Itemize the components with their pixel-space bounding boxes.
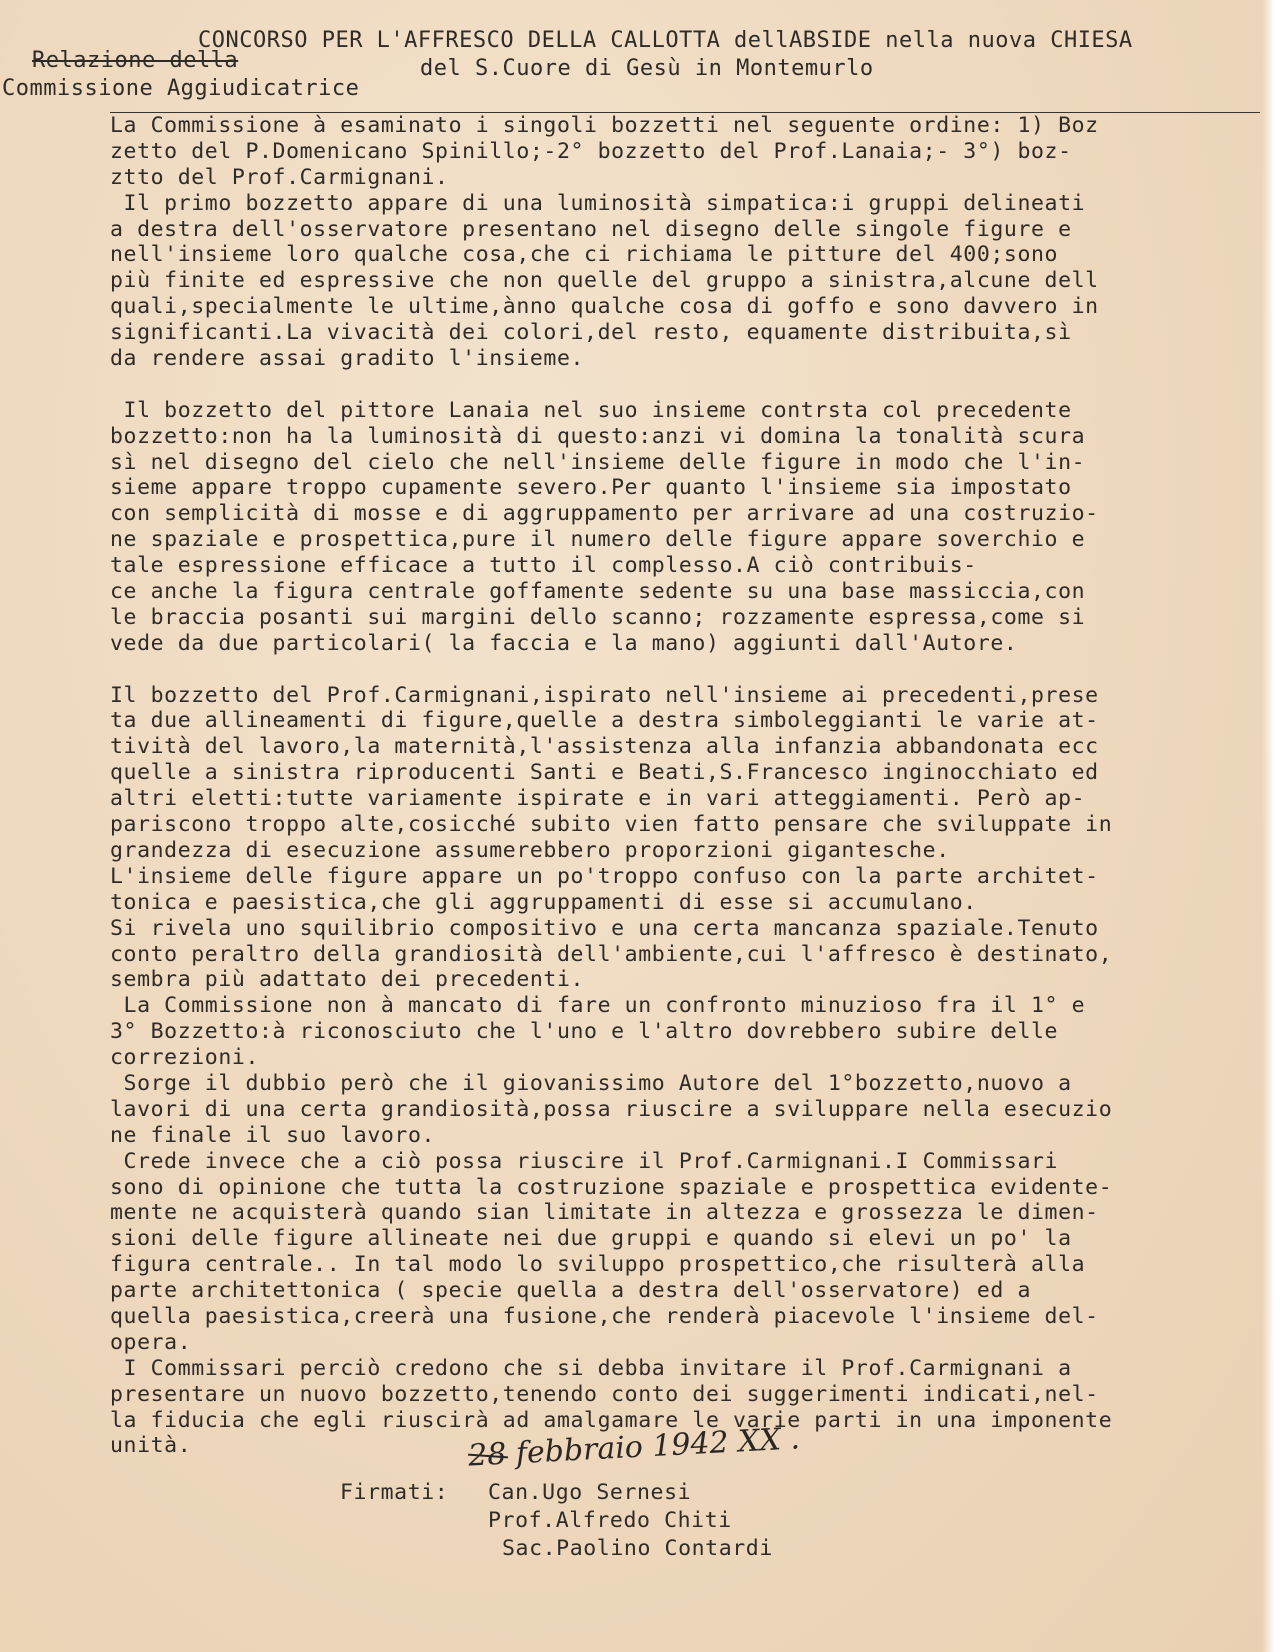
body-line: a destra dell'osservatore presentano nel disegno delle singole figure e — [110, 216, 1072, 242]
body-line: La Commissione non à mancato di fare un confronto minuzioso fra il 1° e — [110, 993, 1086, 1019]
body-line: sono di opinione che tutta la costruzione spaziale e prospettica evidente- — [110, 1174, 1113, 1200]
body-line: altri eletti:tutte variamente ispirate e in vari atteggiamenti. Però ap- — [110, 786, 1086, 812]
signature-name-2: Prof.Alfredo Chiti — [488, 1508, 732, 1533]
body-line: Il bozzetto del Prof.Carmignani,ispirato nell'insieme ai precedenti,prese — [110, 682, 1099, 708]
body-line: tività del lavoro,la maternità,l'assistenza alla infanzia abbandonata ecc — [110, 734, 1099, 760]
body-line: unità. — [110, 1433, 192, 1459]
body-line: ce anche la figura centrale goffamente sedente su una base massiccia,con — [110, 579, 1086, 605]
body-line: significanti.La vivacità dei colori,del resto, equamente distribuita,sì — [110, 320, 1072, 346]
body-line: da rendere assai gradito l'insieme. — [110, 346, 585, 372]
body-line: lavori di una certa grandiosità,possa riuscire a sviluppare nella esecuzio — [110, 1096, 1113, 1122]
body-line: quali,specialmente le ultime,ànno qualche cosa di goffo e sono davvero in — [110, 294, 1099, 320]
document-title-line1: CONCORSO PER L'AFFRESCO DELLA CALLOTTA dellABSIDE nella nuova CHIESA — [198, 28, 1133, 53]
report-body — [110, 113, 1270, 1459]
body-line: I Commissari perciò credono che si debba invitare il Prof.Carmignani a — [110, 1355, 1072, 1381]
body-line: ne spaziale e prospettica,pure il numero delle figure appare soverchio e — [110, 527, 1086, 553]
body-line: correzioni. — [110, 1045, 259, 1071]
body-line: Si rivela uno squilibrio compositivo e una certa mancanza spaziale.Tenuto — [110, 915, 1099, 941]
body-line: bozzetto:non ha la luminosità di questo:anzi vi domina la tonalità scura — [110, 423, 1086, 449]
body-line: L'insieme delle figure appare un po'troppo confuso con la parte architet- — [110, 863, 1099, 889]
body-line: mente ne acquisterà quando sian limitate in altezza e grossezza le dimen- — [110, 1200, 1099, 1226]
body-line: 3° Bozzetto:à riconosciuto che l'uno e l'altro dovrebbero subire delle — [110, 1019, 1059, 1045]
body-line: quelle a sinistra riproducenti Santi e Beati,S.Francesco inginocchiato ed — [110, 760, 1099, 786]
body-line: ztto del Prof.Carmignani. — [110, 164, 449, 190]
body-line: le braccia posanti sui margini dello scanno; rozzamente espressa,come si — [110, 604, 1086, 630]
body-line: sembra più adattato dei precedenti. — [110, 967, 585, 993]
body-line: presentare un nuovo bozzetto,tenendo conto dei suggerimenti indicati,nel- — [110, 1381, 1099, 1407]
body-line: figura centrale.. In tal modo lo sviluppo prospettico,che risulterà alla — [110, 1252, 1086, 1278]
signature-name-1: Can.Ugo Sernesi — [488, 1480, 692, 1505]
body-line: quella paesistica,creerà una fusione,che renderà piacevole l'insieme del- — [110, 1303, 1099, 1329]
signatures-label: Firmati: — [340, 1480, 449, 1505]
body-line: la fiducia che egli riuscirà ad amalgamare le varie parti in una imponente — [110, 1407, 1113, 1433]
body-line: ta due allineamenti di figure,quelle a destra simboleggianti le varie at- — [110, 708, 1099, 734]
body-line: con semplicità di mosse e di aggruppamento per arrivare ad una costruzio- — [110, 501, 1099, 527]
body-line: Il primo bozzetto appare di una luminosità simpatica:i gruppi delineati — [110, 190, 1086, 216]
body-line: zetto del P.Domenicano Spinillo;-2° bozzetto del Prof.Lanaia;- 3°) boz- — [110, 138, 1072, 164]
body-line: grandezza di esecuzione assumerebbero proporzioni gigantesche. — [110, 837, 950, 863]
body-line: più finite ed espressive che non quelle del gruppo a sinistra,alcune dell — [110, 268, 1099, 294]
handwritten-date: 28 febbraio 1942 XX . — [467, 1421, 801, 1474]
body-line: La Commissione à esaminato i singoli bozzetti nel seguente ordine: 1) Boz — [110, 113, 1099, 138]
body-line: vede da due particolari( la faccia e la mano) aggiunti dall'Autore. — [110, 630, 1018, 656]
body-line: Sorge il dubbio però che il giovanissimo Autore del 1°bozzetto,nuovo a — [110, 1070, 1072, 1096]
body-line: tale espressione efficace a tutto il complesso.A ciò contribuis- — [110, 553, 977, 579]
page-edge — [1262, 0, 1280, 1652]
body-line: Crede invece che a ciò possa riuscire il Prof.Carmignani.I Commissari — [110, 1148, 1059, 1174]
body-line: conto peraltro della grandiosità dell'ambiente,cui l'affresco è destinato, — [110, 941, 1113, 967]
header-left-label-2: Commissione Aggiudicatrice — [2, 76, 360, 101]
document-title-line2: del S.Cuore di Gesù in Montemurlo — [420, 56, 874, 81]
body-line: pariscono troppo alte,cosicché subito vien fatto pensare che sviluppate in — [110, 812, 1113, 838]
body-line: nell'insieme loro qualche cosa,che ci richiama le pitture del 400;sono — [110, 242, 1059, 268]
body-line: tonica e paesistica,che gli aggruppamenti di esse si accumulano. — [110, 889, 977, 915]
body-line: ne finale il suo lavoro. — [110, 1122, 436, 1148]
paragraph-gap — [110, 657, 1270, 683]
body-line: sioni delle figure allineate nei due gruppi e quando si elevi un po' la — [110, 1226, 1072, 1252]
header-left-label-1: Relazione della — [32, 48, 239, 73]
paragraph-gap — [110, 372, 1270, 398]
signature-name-3: Sac.Paolino Contardi — [502, 1536, 773, 1561]
body-line: Il bozzetto del pittore Lanaia nel suo insieme contrsta col precedente — [110, 397, 1072, 423]
body-line: parte architettonica ( specie quella a destra dell'osservatore) ed a — [110, 1278, 1031, 1304]
body-line: sieme appare troppo cupamente severo.Per quanto l'insieme sia impostato — [110, 475, 1072, 501]
body-line: opera. — [110, 1329, 192, 1355]
body-line: sì nel disegno del cielo che nell'insieme delle figure in modo che l'in- — [110, 449, 1086, 475]
